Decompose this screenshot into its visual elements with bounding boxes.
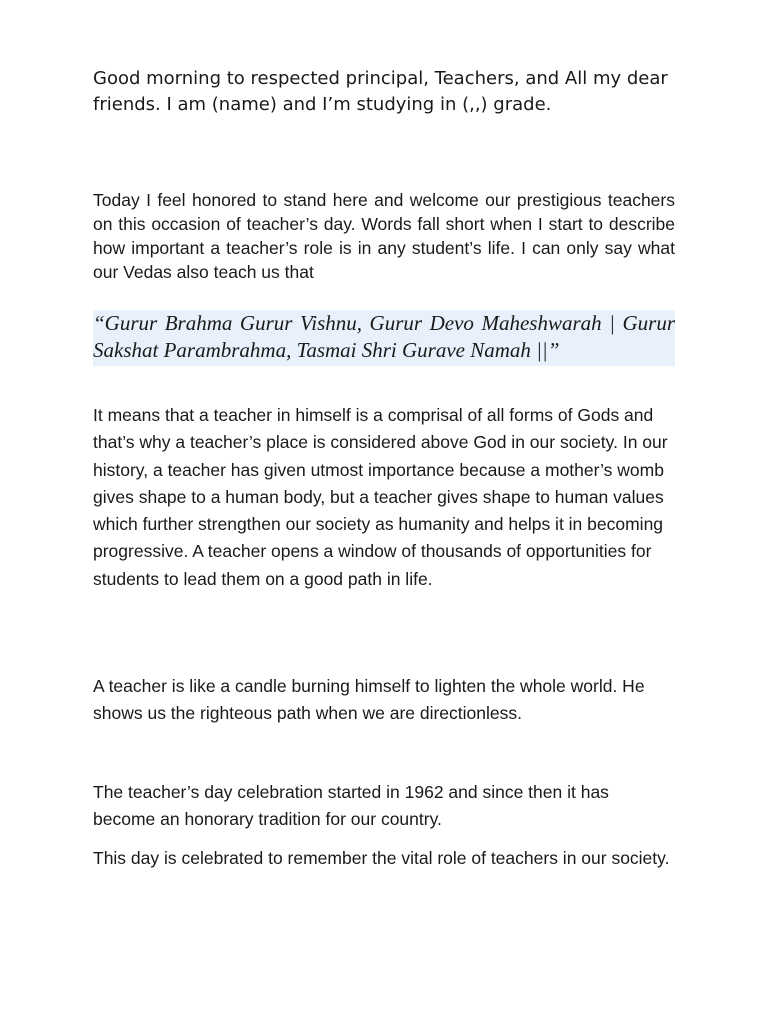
sanskrit-quote: “Gurur Brahma Gurur Vishnu, Gurur Devo Maheshwarah | Gurur Sakshat Parambrahma, Tasmai Shri Gurave Namah ||” [93, 310, 675, 366]
vital-role-paragraph: This day is celebrated to remember the vital role of teachers in our society. [93, 848, 670, 868]
intro-paragraph: Today I feel honored to stand here and welcome our prestigious teachers on this occasion of teacher’s day. Words fall short when I start to describe how important a teacher’s role is in any student’s life. I can only say what our Vedas also teach us that [93, 190, 675, 282]
meaning-paragraph: It means that a teacher in himself is a comprisal of all forms of Gods and that’s why a teacher’s place is considered above God in our society. In our history, a teacher has given utmost importance because a mother’s womb gives shape to a human body, but a teacher gives shape to human values which further strengthen our society as humanity and helps it in becoming progressive. A teacher opens a window of thousands of opportunities for students to lead them on a good path in life. [93, 405, 668, 589]
greeting-paragraph: Good morning to respected principal, Teachers, and All my dear friends. I am (name) and I’m studying in (,,) grade. [93, 68, 668, 115]
candle-paragraph: A teacher is like a candle burning himself to lighten the whole world. He shows us the righteous path when we are directionless. [93, 676, 645, 724]
history-paragraph: The teacher’s day celebration started in 1962 and since then it has become an honorary tradition for our country. [93, 782, 609, 830]
